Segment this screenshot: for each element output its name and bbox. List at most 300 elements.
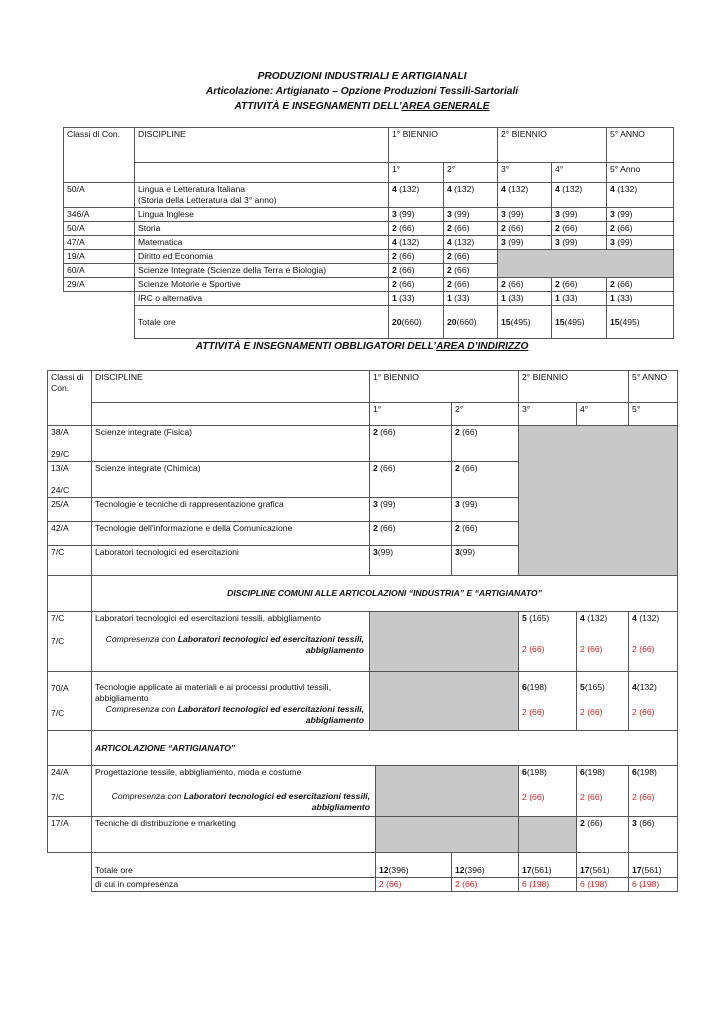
- doc-title: PRODUZIONI INDUSTRIALI E ARTIGIANALI: [257, 71, 467, 82]
- cell-text: Compresenza con: [105, 704, 178, 714]
- table-cell: 7/C: [48, 546, 92, 576]
- cell-text: 7/C: [51, 636, 65, 646]
- cell-text: (99): [562, 237, 578, 247]
- cell-text: 2: [392, 251, 397, 261]
- table-cell: 42/A: [48, 522, 92, 546]
- table-cell: 4°: [577, 403, 629, 426]
- cell-text: 1: [555, 293, 560, 303]
- table-cell: 1°: [370, 403, 452, 426]
- table-cell: [519, 766, 577, 817]
- cell-text: (99): [380, 499, 396, 509]
- cell-text: 3: [447, 209, 452, 219]
- table-cell: [607, 208, 674, 222]
- table-cell: [370, 426, 452, 462]
- cell-text: 2: [392, 223, 397, 233]
- table-cell: [48, 426, 92, 462]
- cell-text: (66): [399, 251, 415, 261]
- cell-text: 3: [632, 818, 637, 828]
- table-cell: [370, 522, 452, 546]
- table-cell: di cui in compresenza: [92, 878, 376, 892]
- cell-text: 2: [610, 223, 615, 233]
- table-cell: [498, 236, 552, 250]
- cell-text: 3: [392, 209, 397, 219]
- cell-text: 15: [555, 316, 565, 327]
- cell-text: 4: [610, 184, 615, 194]
- table-cell: Diritto ed Economia: [135, 250, 389, 264]
- table-cell: Scienze Integrate (Scienze della Terra e Biologia): [135, 264, 389, 278]
- col-classi: Classi di Con.: [64, 128, 135, 183]
- table-cell: 2 (66): [452, 878, 519, 892]
- cell-text: 2: [373, 463, 378, 473]
- table-row: [48, 766, 678, 817]
- cell-text: 12: [379, 865, 389, 875]
- table-cell: [135, 163, 389, 183]
- cell-text: (132): [508, 184, 529, 194]
- table-cell: [552, 292, 607, 306]
- table-cell: [48, 731, 92, 766]
- table-cell: [370, 498, 452, 522]
- cell-text: Laboratori tecnologici ed esercitazioni tessili, abbigliamento: [95, 613, 321, 623]
- cell-text: (495): [510, 316, 531, 327]
- table-cell: Scienze integrate (Chimica): [92, 462, 370, 498]
- cell-text: (99): [617, 209, 633, 219]
- cell-text: 4: [501, 184, 506, 194]
- table-cell: [629, 766, 678, 817]
- table-cell: [92, 672, 370, 731]
- table-cell: [519, 612, 577, 672]
- cell-text: 15: [501, 316, 511, 327]
- cell-text: 1: [392, 293, 397, 303]
- cell-text: 2: [555, 223, 560, 233]
- cell-text: 6: [632, 767, 637, 777]
- table-cell: 47/A: [64, 236, 135, 250]
- cell-text: (66): [462, 463, 478, 473]
- cell-text: 17: [580, 865, 590, 875]
- table-cell: 6 (198): [519, 878, 577, 892]
- cell-text: 2: [373, 523, 378, 533]
- cell-text: (Storia della Letteratura dal 3° anno): [138, 195, 277, 205]
- table-cell: [629, 672, 678, 731]
- cell-text: 24/C: [51, 485, 70, 495]
- table-cell: [389, 292, 444, 306]
- table-cell: [552, 183, 607, 208]
- cell-text: (66): [454, 251, 470, 261]
- cell-text: 4: [447, 237, 452, 247]
- table-cell: [376, 853, 452, 878]
- table-cell: [452, 462, 519, 498]
- cell-text: (132): [562, 184, 583, 194]
- table-cell: IRC o alternativa: [135, 292, 389, 306]
- table-cell: 29/A: [64, 278, 135, 292]
- table-row: [64, 222, 674, 236]
- cell-text: (132): [639, 613, 660, 623]
- cell-text: (99): [454, 209, 470, 219]
- table-row: [48, 403, 678, 426]
- cell-text: 2: [580, 818, 585, 828]
- cell-text: 20: [447, 316, 457, 327]
- table-cell: [629, 612, 678, 672]
- cell-text: ATTIVITÀ E INSEGNAMENTI OBBLIGATORI DELL’: [195, 341, 436, 352]
- cell-text: Lingua e Letteratura Italiana: [138, 184, 246, 194]
- table-cell: [444, 208, 498, 222]
- table-cell: [389, 208, 444, 222]
- cell-text: Progettazione tessile, abbigliamento, moda e costume: [95, 767, 302, 777]
- table-cell: Laboratori tecnologici ed esercitazioni: [92, 546, 370, 576]
- cell-text: [95, 704, 366, 726]
- table-cell: [444, 264, 498, 278]
- table-cell: [389, 264, 444, 278]
- table-cell: [444, 306, 498, 339]
- cell-text: 2 (66): [632, 792, 655, 802]
- cell-text: (99): [377, 547, 394, 557]
- cell-text: (33): [617, 293, 633, 303]
- cell-text: 7/C: [51, 613, 65, 623]
- col-biennio1: 1° BIENNIO: [389, 128, 498, 163]
- cell-text: (66): [380, 427, 396, 437]
- cell-text: (66): [562, 279, 578, 289]
- table-cell: [370, 546, 452, 576]
- table-cell: [552, 306, 607, 339]
- table-cell: [48, 672, 92, 731]
- cell-text: 2 (66): [522, 792, 545, 802]
- cell-text: (132): [454, 184, 475, 194]
- table-cell: [519, 853, 577, 878]
- cell-text: 1: [501, 293, 506, 303]
- cell-text: (132): [399, 237, 420, 247]
- cell-text: (99): [508, 209, 524, 219]
- table-cell: Totale ore: [135, 306, 389, 339]
- cell-text: (99): [508, 237, 524, 247]
- cell-text: (495): [564, 316, 585, 327]
- table-cell: [629, 853, 678, 878]
- cell-text: (99): [462, 499, 478, 509]
- cell-text: 5: [522, 613, 527, 623]
- cell-text: 70/A: [51, 683, 69, 693]
- table-row: [48, 817, 678, 853]
- table-cell: [577, 672, 629, 731]
- table-cell: 2°: [444, 163, 498, 183]
- cell-text: 3: [455, 499, 460, 509]
- cell-text: 2 (66): [522, 707, 545, 717]
- table-cell: [452, 426, 519, 462]
- shaded-cell: [370, 612, 519, 672]
- cell-text: 2 (66): [580, 707, 603, 717]
- table-cell: [498, 278, 552, 292]
- cell-text: 2: [455, 427, 460, 437]
- cell-text: 3: [455, 547, 460, 557]
- table-cell: [577, 612, 629, 672]
- table-cell: [607, 306, 674, 339]
- cell-text: 4: [392, 237, 397, 247]
- table-cell: [452, 498, 519, 522]
- table-cell: [498, 222, 552, 236]
- table-cell: [607, 292, 674, 306]
- table-cell: [607, 222, 674, 236]
- cell-text: 4: [632, 613, 637, 623]
- cell-text: 2: [447, 223, 452, 233]
- table-cell: 6 (198): [629, 878, 678, 892]
- table-cell: [389, 306, 444, 339]
- cell-text: 7/C: [51, 792, 65, 802]
- table-cell: Tecnologie dell’informazione e della Comunicazione: [92, 522, 370, 546]
- table-cell: 6 (198): [577, 878, 629, 892]
- table-cell: Storia: [135, 222, 389, 236]
- table-cell: 3°: [498, 163, 552, 183]
- cell-text: 3: [501, 209, 506, 219]
- cell-text: 2 (66): [522, 644, 545, 654]
- table-cell: 346/A: [64, 208, 135, 222]
- cell-text: 17: [632, 865, 642, 875]
- table-cell: 60/A: [64, 264, 135, 278]
- cell-text: (660): [401, 316, 422, 327]
- table-cell: [48, 462, 92, 498]
- cell-text: ATTIVITÀ E INSEGNAMENTI DELL’: [234, 101, 402, 112]
- cell-text: 5: [580, 682, 585, 692]
- cell-text: (66): [462, 427, 478, 437]
- shaded-cell: [519, 817, 577, 853]
- cell-text: (66): [617, 223, 633, 233]
- cell-text: (561): [641, 865, 662, 875]
- cell-text: (561): [589, 865, 610, 875]
- cell-text: (66): [454, 279, 470, 289]
- cell-text: 2 (66): [580, 644, 603, 654]
- cell-text: Tecnologie applicate ai materiali e ai processi produttivi tessili, abbigliamento: [95, 682, 331, 703]
- section-row: [48, 576, 678, 612]
- cell-text: (66): [399, 223, 415, 233]
- cell-text: 3: [610, 209, 615, 219]
- table-cell: Tecnologie e tecniche di rappresentazione grafica: [92, 498, 370, 522]
- cell-text: Laboratori tecnologici ed esercitazioni tessili, abbigliamento: [177, 704, 364, 725]
- cell-text: 15: [610, 316, 620, 327]
- table-cell: 2 (66): [376, 878, 452, 892]
- cell-text: 2: [392, 279, 397, 289]
- table-cell: 5° Anno: [607, 163, 674, 183]
- table-cell: [498, 183, 552, 208]
- cell-text: 2: [555, 279, 560, 289]
- cell-text: Compresenza con: [111, 791, 184, 801]
- table-cell: 2° BIENNIO: [519, 371, 629, 403]
- cell-text: (396): [388, 865, 409, 875]
- cell-text: 2: [373, 427, 378, 437]
- table-cell: Classi di Con.: [48, 371, 92, 426]
- cell-text: (33): [508, 293, 524, 303]
- table-row: [64, 292, 674, 306]
- table-cell: Tecniche di distribuzione e marketing: [92, 817, 376, 853]
- cell-text: (198): [636, 767, 657, 777]
- cell-text: (495): [619, 316, 640, 327]
- cell-text: 6: [522, 767, 527, 777]
- shaded-cell: [498, 250, 674, 278]
- table-cell: 5° ANNO: [629, 371, 678, 403]
- table-cell: [607, 236, 674, 250]
- table-cell: 1°: [389, 163, 444, 183]
- cell-text: Compresenza con: [105, 634, 178, 644]
- cell-text: (132): [454, 237, 475, 247]
- table-cell: [498, 306, 552, 339]
- cell-text: [95, 791, 372, 813]
- table-cell: [607, 183, 674, 208]
- totals-row: [64, 306, 674, 339]
- shaded-cell: [370, 672, 519, 731]
- cell-text: (66): [399, 279, 415, 289]
- col-5anno: 5° ANNO: [607, 128, 674, 163]
- cell-text: (66): [639, 818, 655, 828]
- table-row: [64, 250, 674, 264]
- cell-text: (66): [587, 818, 603, 828]
- cell-text: (198): [526, 682, 547, 692]
- table-cell: ARTICOLAZIONE “ARTIGIANATO”: [92, 731, 678, 766]
- table-cell: 50/A: [64, 222, 135, 236]
- shaded-cell: [519, 426, 678, 576]
- cell-text: 7/C: [51, 708, 65, 718]
- cell-text: AREA GENERALE: [401, 101, 490, 112]
- cell-text: 13/A: [51, 463, 69, 473]
- cell-text: 2 (66): [580, 792, 603, 802]
- cell-text: 4: [392, 184, 397, 194]
- table-cell: 50/A: [64, 183, 135, 208]
- table-cell: [48, 612, 92, 672]
- cell-text: 2: [501, 279, 506, 289]
- cell-text: (33): [399, 293, 415, 303]
- table-cell: [552, 222, 607, 236]
- cell-text: 6: [580, 767, 585, 777]
- section-row: [48, 731, 678, 766]
- table-row: [48, 426, 678, 462]
- table-cell: DISCIPLINE: [92, 371, 370, 403]
- table-cell: Totale ore: [92, 853, 376, 878]
- cell-text: (99): [617, 237, 633, 247]
- shaded-cell: [376, 817, 519, 853]
- table-cell: 25/A: [48, 498, 92, 522]
- table-cell: [552, 278, 607, 292]
- cell-text: 2 (66): [632, 707, 655, 717]
- cell-text: (99): [459, 547, 476, 557]
- table-cell: [452, 853, 519, 878]
- col-biennio2: 2° BIENNIO: [498, 128, 607, 163]
- table-cell: [444, 250, 498, 264]
- table-cell: 2°: [452, 403, 519, 426]
- cell-text: AREA D’INDIRIZZO: [435, 341, 529, 352]
- cell-text: (66): [462, 523, 478, 533]
- section-title-general: [0, 101, 724, 112]
- cell-text: (99): [562, 209, 578, 219]
- cell-text: 24/A: [51, 767, 69, 777]
- doc-subtitle: Articolazione: Artigianato – Opzione Produzioni Tessili-Sartoriali: [205, 86, 519, 97]
- table-cell: [444, 278, 498, 292]
- table-row: [48, 612, 678, 672]
- cell-text: 2: [455, 463, 460, 473]
- cell-text: (132): [636, 682, 657, 692]
- cell-text: (198): [584, 767, 605, 777]
- table-cell: [64, 306, 135, 339]
- cell-text: (198): [526, 767, 547, 777]
- cell-text: 4: [447, 184, 452, 194]
- table-row: [64, 183, 674, 208]
- cell-text: 2: [392, 265, 397, 275]
- cell-text: 2 (66): [632, 644, 655, 654]
- cell-text: (132): [617, 184, 638, 194]
- totals-row: [48, 853, 678, 878]
- table-cell: [389, 222, 444, 236]
- table-cell: [370, 462, 452, 498]
- table-cell: 19/A: [64, 250, 135, 264]
- table-cell: [498, 292, 552, 306]
- cell-text: (66): [380, 463, 396, 473]
- cell-text: 3: [555, 237, 560, 247]
- cell-text: (66): [454, 223, 470, 233]
- compresenza-row: [48, 878, 678, 892]
- table-cell: Scienze Motorie e Sportive: [135, 278, 389, 292]
- cell-text: (33): [454, 293, 470, 303]
- shaded-cell: [376, 766, 519, 817]
- cell-text: [95, 634, 366, 656]
- cell-text: 3: [373, 547, 378, 557]
- cell-text: Laboratori tecnologici ed esercitazioni tessili, abbigliamento: [177, 634, 364, 655]
- cell-text: 4: [580, 613, 585, 623]
- table-cell: Scienze integrate (Fisica): [92, 426, 370, 462]
- table-cell: [519, 672, 577, 731]
- table-cell: Lingua Inglese: [135, 208, 389, 222]
- table-cell: [64, 292, 135, 306]
- cell-text: Laboratori tecnologici ed esercitazioni tessili, abbigliamento: [183, 791, 370, 812]
- table-cell: [577, 853, 629, 878]
- cell-text: 4: [632, 682, 637, 692]
- table-cell: DISCIPLINE COMUNI ALLE ARTICOLAZIONI “INDUSTRIA” E “ARTIGIANATO”: [92, 576, 678, 612]
- cell-text: 12: [455, 865, 465, 875]
- cell-text: (66): [399, 265, 415, 275]
- general-area-table: [63, 127, 674, 339]
- table-row: [64, 208, 674, 222]
- cell-text: (165): [529, 613, 550, 623]
- cell-text: 3: [373, 499, 378, 509]
- cell-text: (66): [508, 279, 524, 289]
- cell-text: 3: [501, 237, 506, 247]
- table-row: [48, 672, 678, 731]
- cell-text: 2: [501, 223, 506, 233]
- table-cell: Matematica: [135, 236, 389, 250]
- table-cell: [92, 612, 370, 672]
- cell-text: 2: [610, 279, 615, 289]
- table-row: [48, 371, 678, 403]
- cell-text: 20: [392, 316, 402, 327]
- table-cell: [389, 236, 444, 250]
- table-cell: [607, 278, 674, 292]
- table-row: [64, 236, 674, 250]
- table-cell: [577, 766, 629, 817]
- table-row: [64, 128, 674, 163]
- table-cell: [452, 522, 519, 546]
- cell-text: 6: [522, 682, 527, 692]
- cell-text: (132): [587, 613, 608, 623]
- section-title-indirizzo: [0, 341, 724, 352]
- cell-text: 17: [522, 865, 532, 875]
- table-cell: [498, 208, 552, 222]
- table-cell: [577, 817, 629, 853]
- table-cell: [389, 250, 444, 264]
- table-cell: [48, 878, 92, 892]
- table-cell: [444, 222, 498, 236]
- table-cell: 1° BIENNIO: [370, 371, 519, 403]
- table-cell: 5°: [629, 403, 678, 426]
- table-cell: [629, 817, 678, 853]
- cell-text: (66): [508, 223, 524, 233]
- cell-text: 3: [555, 209, 560, 219]
- indirizzo-area-table: [47, 370, 678, 892]
- cell-text: (66): [562, 223, 578, 233]
- cell-text: (660): [456, 316, 477, 327]
- cell-text: 38/A: [51, 427, 69, 437]
- table-cell: [389, 278, 444, 292]
